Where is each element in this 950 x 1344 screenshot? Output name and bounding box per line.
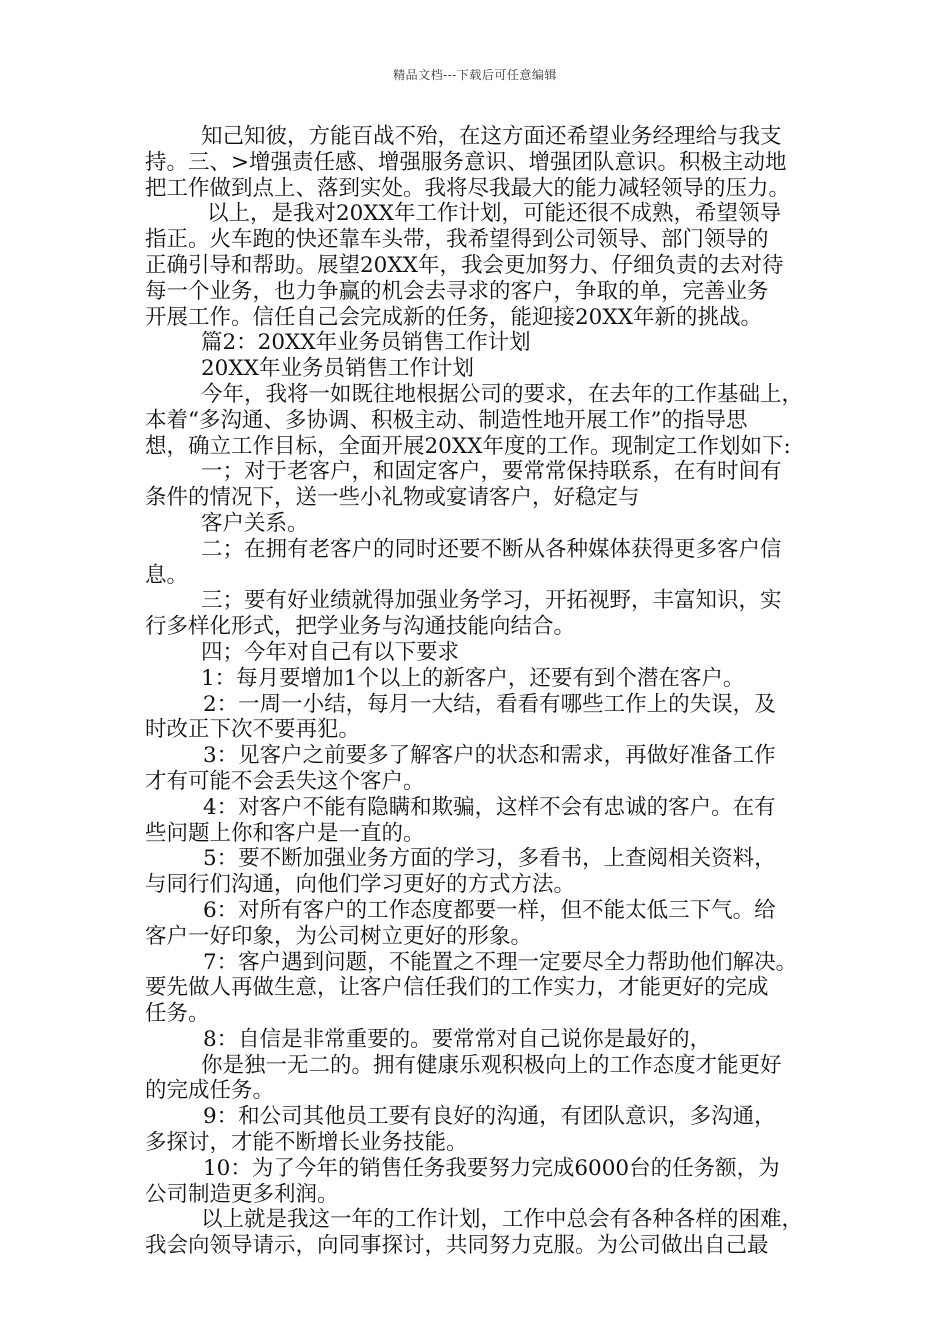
- text-line: 知己知彼，方能百战不殆，在这方面还希望业务经理给与我支: [201, 124, 782, 149]
- text-line: 6：对所有客户的工作态度都要一样，但不能太低三下气。给: [203, 897, 776, 923]
- text-line: 客户关系。: [201, 510, 309, 536]
- text-line: 持。三、>增强责任感、增强服务意识、增强团队意识。积极主动地: [145, 149, 787, 175]
- text-line: 指正。火车跑的快还靠车头带，我希望得到公司领导、部门领导的: [145, 227, 769, 253]
- text-line: 以上就是我这一年的工作计划，工作中总会有各种各样的困难，: [201, 1207, 804, 1233]
- text-line: 要先做人再做生意，让客户信任我们的工作实力，才能更好的完成: [145, 975, 769, 1001]
- text-line: 才有可能不会丢失这个客户。: [145, 768, 425, 794]
- text-line: 时改正下次不要再犯。: [145, 717, 361, 743]
- text-line: 些问题上你和客户是一直的。: [145, 820, 425, 846]
- text-line: 5：要不断加强业务方面的学习，多看书，上查阅相关资料，: [203, 846, 776, 872]
- text-line: 想，确立工作目标，全面开展20XX年度的工作。现制定工作划如下:: [145, 433, 791, 459]
- text-line: 你是独一无二的。拥有健康乐观积极向上的工作态度才能更好: [201, 1052, 782, 1078]
- text-line: 4：对客户不能有隐瞒和欺骗，这样不会有忠诚的客户。在有: [203, 794, 776, 820]
- text-line: 把工作做到点上、落到实处。我将尽我最大的能力减轻领导的压力。: [145, 175, 791, 201]
- text-line: 多探讨，才能不断增长业务技能。: [145, 1130, 468, 1156]
- text-line: 我会向领导请示，向同事探讨，共同努力克服。为公司做出自己最: [145, 1233, 769, 1259]
- text-line: 以上，是我对20XX年工作计划，可能还很不成熟，希望领导: [207, 201, 781, 227]
- text-line: 一；对于老客户，和固定客户，要常常保持联系，在有时间有: [201, 459, 782, 485]
- text-line: 与同行们沟通，向他们学习更好的方式方法。: [145, 872, 576, 898]
- text-line: 正确引导和帮助。展望20XX年，我会更加努力、仔细负责的去对待: [145, 252, 784, 278]
- text-line: 篇2：20XX年业务员销售工作计划: [201, 330, 531, 356]
- text-line: 四；今年对自己有以下要求: [201, 639, 460, 665]
- document-body: [145, 124, 813, 1259]
- text-line: 任务。: [145, 1001, 210, 1027]
- text-line: 二；在拥有老客户的同时还要不断从各种媒体获得更多客户信: [201, 536, 782, 562]
- text-line: 8：自信是非常重要的。要常常对自己说你是最好的，: [203, 1026, 712, 1052]
- text-line: 10：为了今年的销售任务我要努力完成6000台的任务额，为: [203, 1155, 780, 1181]
- text-line: 20XX年业务员销售工作计划: [201, 356, 474, 382]
- text-line: 3：见客户之前要多了解客户的状态和需求，再做好准备工作: [203, 743, 776, 769]
- text-line: 2：一周一小结，每月一大结，看看有哪些工作上的失误，及: [203, 691, 776, 717]
- text-line: 本着“多沟通、多协调、积极主动、制造性地开展工作”的指导思: [145, 407, 748, 433]
- text-line: 每一个业务，也力争赢的机会去寻求的客户，争取的单，完善业务: [145, 278, 769, 304]
- page-header: 精品文档---下载后可任意编辑: [393, 68, 557, 82]
- text-line: 1：每月要增加1个以上的新客户，还要有到个潜在客户。: [201, 665, 745, 691]
- text-line: 开展工作。信任自己会完成新的任务，能迎接20XX年新的挑战。: [145, 304, 762, 330]
- text-line: 条件的情况下，送一些小礼物或宴请客户，好稳定与: [145, 485, 640, 511]
- text-line: 客户一好印象，为公司树立更好的形象。: [145, 923, 533, 949]
- text-line: 息。: [145, 562, 189, 588]
- text-line: 行多样化形式，把学业务与沟通技能向结合。: [145, 614, 576, 640]
- text-line: 9：和公司其他员工要有良好的沟通，有团队意识，多沟通，: [203, 1104, 776, 1130]
- text-line: 的完成任务。: [145, 1078, 275, 1104]
- text-line: 三；要有好业绩就得加强业务学习，开拓视野，丰富知识，实: [201, 588, 782, 614]
- text-line: 7：客户遇到问题，不能置之不理一定要尽全力帮助他们解决。: [203, 949, 798, 975]
- text-line: 今年，我将一如既往地根据公司的要求，在去年的工作基础上，: [201, 381, 804, 407]
- text-line: 公司制造更多利润。: [145, 1181, 339, 1207]
